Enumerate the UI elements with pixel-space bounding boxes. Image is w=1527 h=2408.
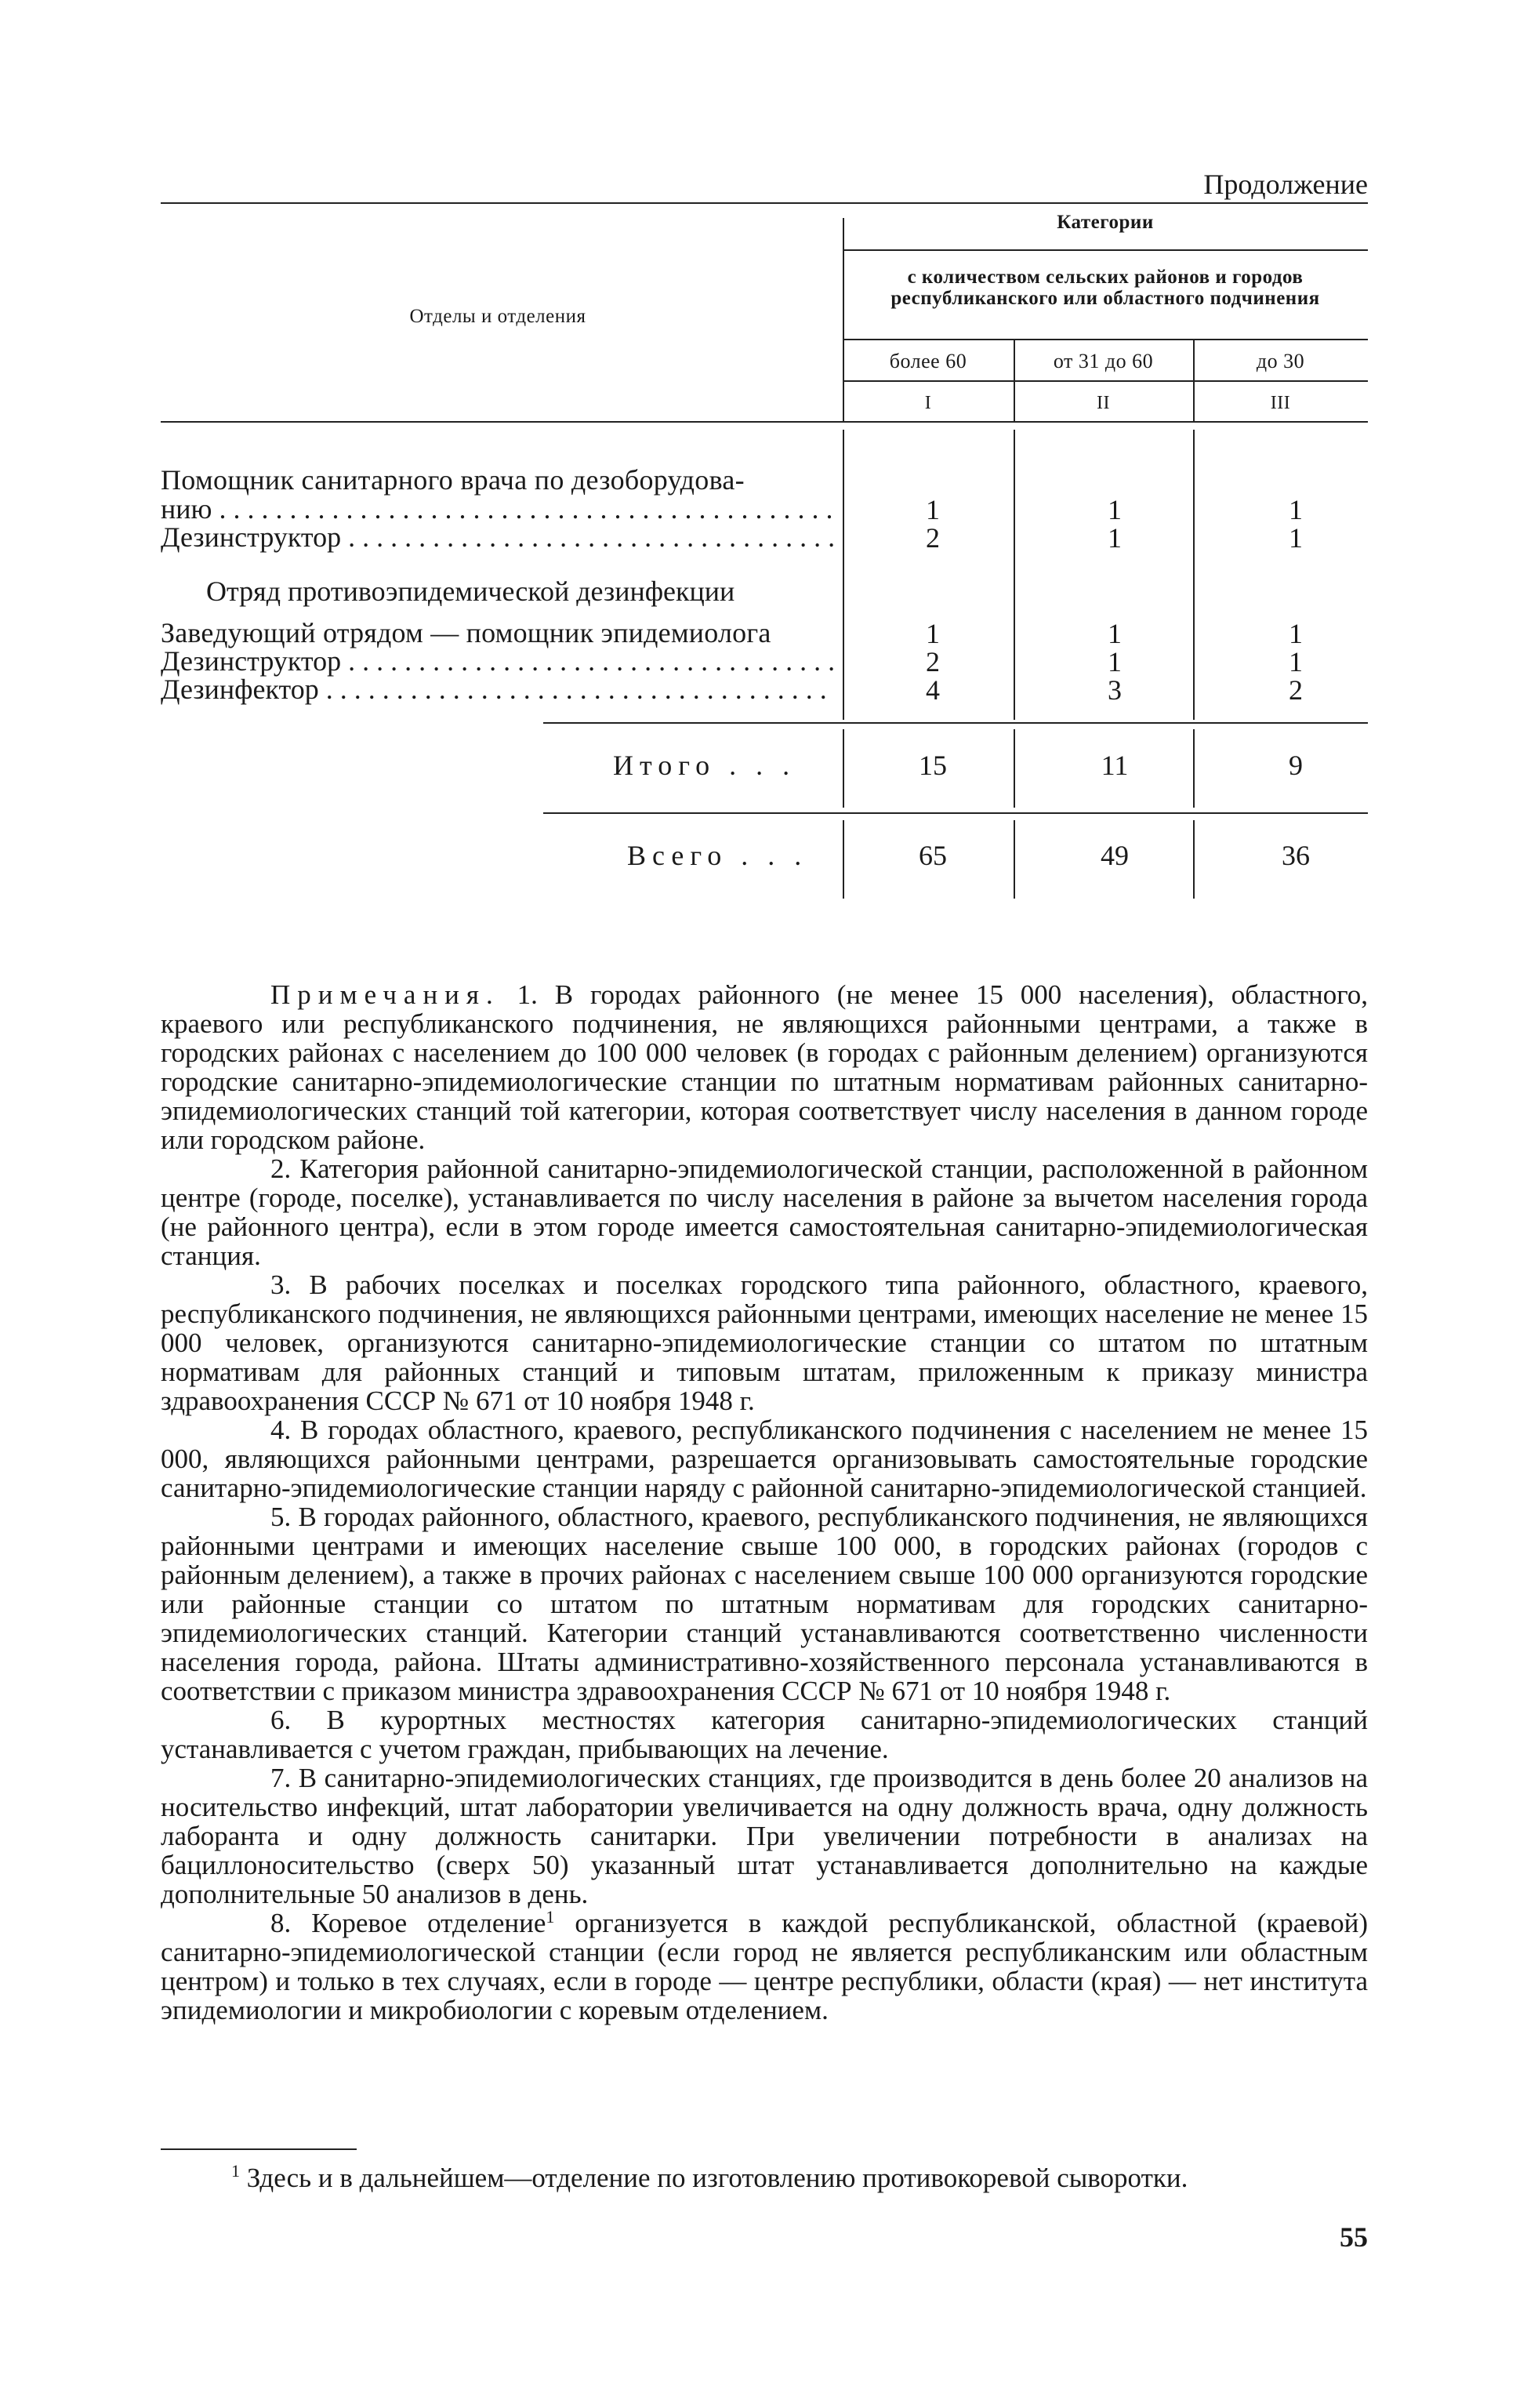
- grand-total-value: 65: [919, 840, 947, 871]
- column-header-1: более 60: [889, 350, 967, 372]
- footnote-mark: 1: [231, 2161, 240, 2181]
- footnote-text: Здесь и в дальнейшем—отделение по изготовлению противокоревой сыворотки.: [246, 2163, 1188, 2193]
- row-value: 1: [926, 618, 940, 649]
- header-departments: Отделы и отделения: [409, 306, 586, 327]
- notes: [161, 980, 1368, 2025]
- row-label: Дезинфектор . . .: [161, 674, 835, 705]
- table-divider-col2-body: [1014, 430, 1015, 720]
- row-value: 2: [926, 522, 940, 554]
- note-paragraph: 2. Категория районной санитарно-эпидемиологической станции, расположенной в районном центре (городе, поселке), устанавливается по числу населения в районе за вычетом населения города (не районного центра), если в этом городе имеется самостоятельная санитарно-эпидемиологическая станция.: [161, 1153, 1368, 1271]
- column-roman-2: II: [1097, 393, 1110, 413]
- total-value: 11: [1101, 750, 1129, 781]
- grand-total-label: Всего . . .: [627, 840, 808, 871]
- subheader-rule: [843, 339, 1368, 340]
- column-header-2: от 31 до 60: [1053, 350, 1154, 372]
- note-paragraph: 7. В санитарно-эпидемиологических станциях, где производится в день более 20 анализов на носительство инфекций, штат лаборатории увеличивается на одну должность врача, одну должность лаборанта и одну должность санитарки. При увеличении потребности в анализах на бациллоносительство (сверх 50) указанный штат устанавливается дополнительно на каждые дополнительные 50 анализов в день.: [161, 1763, 1368, 1909]
- header-categories: Категории: [1057, 212, 1154, 233]
- page-number: 55: [1340, 2221, 1368, 2253]
- note-text: 8. Коревое отделение: [270, 1908, 546, 1938]
- table-divider-col2-grand: [1014, 820, 1015, 899]
- table-divider-main-total: [843, 729, 844, 808]
- note-paragraph: 4. В городах областного, краевого, республиканского подчинения с населением не менее 15 000, являющихся районными центрами, разрешается организовывать самостоятельные городские санитарно-эпидемиологические станции наряду с районной санитарно-эпидемиологической станцией.: [161, 1415, 1368, 1503]
- note-paragraph: [161, 980, 1368, 1154]
- row-label: Помощник санитарного врача по дезоборудова-: [161, 464, 745, 496]
- row-label: Заведующий отрядом — помощник эпидемиолога: [161, 617, 771, 648]
- row-value: 2: [926, 646, 940, 677]
- note-paragraph: [161, 1909, 1368, 2025]
- grand-total-rule: [543, 812, 1368, 814]
- row-label: Дезинструктор . . .: [161, 521, 835, 553]
- row-value: 1: [1289, 494, 1303, 525]
- table-divider-main: [843, 218, 844, 422]
- row-value: 1: [1108, 618, 1122, 649]
- categories-rule: [843, 249, 1368, 251]
- columns-rule: [843, 380, 1368, 382]
- row-value: 1: [1108, 522, 1122, 554]
- table-divider-col3-grand: [1193, 820, 1195, 899]
- subsection-title: Отряд противоэпидемической дезинфекции: [206, 576, 735, 607]
- footnote-rule: [161, 2148, 357, 2150]
- row-value: 1: [926, 494, 940, 525]
- total-value: 9: [1289, 750, 1303, 781]
- table-top-rule: [161, 202, 1368, 204]
- table-header-rule: [161, 421, 1368, 423]
- column-roman-1: I: [924, 393, 932, 413]
- grand-total-value: 36: [1282, 840, 1310, 871]
- continuation-label: Продолжение: [1203, 169, 1368, 200]
- table-divider-main-grand: [843, 820, 844, 899]
- row-value: 4: [926, 674, 940, 706]
- column-header-3: до 30: [1256, 350, 1305, 372]
- note-text: организуется в каждой республиканской, областной (краевой) санитарно-эпидемиологической станции (если город не является республиканским или областным центром) и только в тех случаях, если в городе — центре республики, области (края) — нет института эпидемиологии и микробиологии с коревым отделением.: [161, 1908, 1368, 2025]
- row-value: 1: [1289, 646, 1303, 677]
- row-label: нию . . .: [161, 493, 835, 525]
- note-paragraph: 5. В городах районного, областного, краевого, республиканского подчинения, не являющихся районными центрами и имеющих население свыше 100 000, в городских районах (городов с районным делением), а также в прочих районах с населением свыше 100 000 организуются городские или районные станции со штатом по штатным нормативам для городских санитарно-эпидемиологических станций. Категории станций устанавливаются соответственно численности населения города, района. Штаты административно-хозяйственного персонала устанавливаются в соответствии с приказом министра здравоохранения СССР № 671 от 10 ноября 1948 г.: [161, 1502, 1368, 1706]
- note-paragraph: 6. В курортных местностях категория санитарно-эпидемиологических станций устанавливается с учетом граждан, прибывающих на лечение.: [161, 1705, 1368, 1764]
- table-divider-col2-total: [1014, 729, 1015, 808]
- table-divider-col3-total: [1193, 729, 1195, 808]
- row-value: 2: [1289, 674, 1303, 706]
- header-categories-sub: с количеством сельских районов и городов республиканского или областного подчинения: [890, 267, 1320, 309]
- footnote-reference: 1: [546, 1907, 555, 1927]
- table-divider-col3-body: [1193, 430, 1195, 720]
- total-rule: [543, 722, 1368, 724]
- row-value: 1: [1108, 646, 1122, 677]
- footnote: [161, 2163, 1368, 2194]
- row-label: Дезинструктор . . .: [161, 645, 835, 677]
- row-value: 3: [1108, 674, 1122, 706]
- notes-heading: Примечания.: [270, 979, 500, 1010]
- column-roman-3: III: [1270, 393, 1291, 413]
- row-value: 1: [1108, 494, 1122, 525]
- table-divider-main-body: [843, 430, 844, 720]
- total-value: 15: [919, 750, 947, 781]
- total-label: Итого . . .: [613, 750, 796, 781]
- grand-total-value: 49: [1101, 840, 1129, 871]
- note-paragraph: 3. В рабочих поселках и поселках городского типа районного, областного, краевого, республиканского подчинения, не являющихся районными центрами, имеющих население не менее 15 000 человек, организуются санитарно-эпидемиологические станции со штатом по штатным нормативам для районных станций и типовым штатам, приложенным к приказу министра здравоохранения СССР № 671 от 10 ноября 1948 г.: [161, 1269, 1368, 1416]
- row-value: 1: [1289, 522, 1303, 554]
- note-text: 1. В городах районного (не менее 15 000 населения), областного, краевого или республиканского подчинения, не являющихся районными центрами, а также в городских районах с населением до 100 000 человек (в городах с районным делением) организуются городские санитарно-эпидемиологические станции по штатным нормативам районных санитарно-эпидемиологических станций той категории, которая соответствует числу населения в данном городе или городском районе.: [161, 979, 1368, 1155]
- row-value: 1: [1289, 618, 1303, 649]
